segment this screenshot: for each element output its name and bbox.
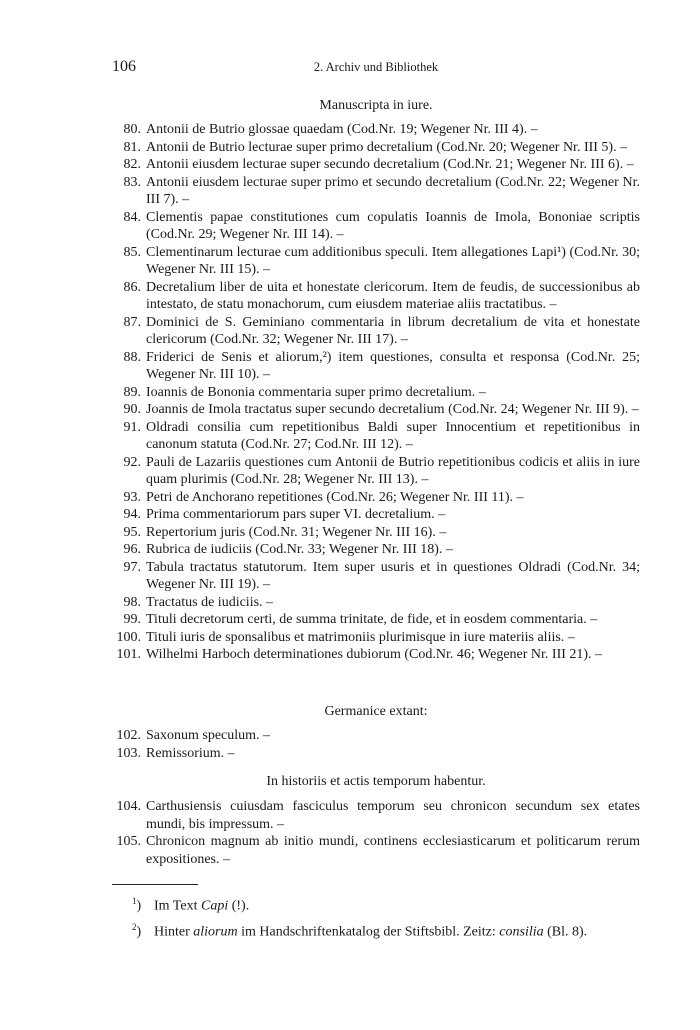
entry-text: Antonii de Butrio glossae quaedam (Cod.Nr. 19; Wegener Nr. III 4). – [146, 122, 538, 137]
entry-number: 98. [123, 594, 141, 610]
entry-number: 84. [123, 209, 141, 225]
entry-text: Remissorium. – [146, 745, 235, 761]
list-item [112, 121, 640, 139]
entry-number: 95. [123, 524, 141, 540]
entry-number: 85. [123, 244, 141, 260]
entry-text: Tituli iuris de sponsalibus et matrimoniis plurimisque in iure materiis aliis. – [146, 629, 575, 645]
entry-text: Ioannis de Bononia commentaria super primo decretalium. – [146, 384, 486, 400]
entry-number: 86. [123, 279, 141, 295]
list-item [112, 489, 640, 507]
entry-text: Repertorium juris (Cod.Nr. 31; Wegener Nr. III 16). – [146, 524, 447, 540]
footnote-rule [112, 884, 198, 885]
entry-number: 105. [116, 834, 141, 849]
running-title: 2. Archiv und Bibliothek [313, 60, 439, 74]
entry-number: 92. [123, 454, 141, 470]
list-item [112, 833, 640, 868]
entry-text: Dominici de S. Geminiano commentaria in librum decretalium de vita et honestate clericorum (Cod.Nr. 32; Wegener Nr. III 17). – [146, 314, 640, 347]
footnote-italic: consilia [499, 924, 544, 940]
entry-text: Friderici de Senis et aliorum,²) item questiones, consulta et responsa (Cod.Nr. 25; Wegener Nr. III 10). – [146, 349, 640, 382]
entry-number: 101. [116, 647, 141, 662]
entry-number: 90. [123, 402, 141, 417]
list-item [112, 349, 640, 384]
list-item [112, 209, 640, 244]
entry-number: 102. [116, 728, 141, 743]
entry-text: Saxonum speculum. – [146, 728, 271, 743]
entry-text: Clementis papae constitutiones cum copulatis Ioannis de Imola, Bononiae scriptis (Cod.Nr. 29; Wegener Nr. III 14). – [146, 209, 640, 242]
list-item [112, 646, 640, 664]
entry-number: 96. [123, 542, 141, 557]
footnote-italic: Capi [200, 898, 229, 914]
page-header [112, 58, 640, 80]
list-item [112, 506, 640, 524]
entry-list-manuscripta [112, 121, 640, 664]
footnote-text: Hinter [154, 924, 194, 940]
list-item [112, 745, 640, 763]
entry-number: 97. [123, 559, 141, 575]
list-item [112, 559, 640, 594]
list-item [112, 524, 640, 542]
list-item [112, 139, 640, 157]
entry-text: Antonii eiusdem lecturae super primo et secundo decretalium (Cod.Nr. 22; Wegener Nr. III 7). – [146, 174, 640, 207]
list-item [112, 454, 640, 489]
entry-text: Joannis de Imola tractatus super secundo decretalium (Cod.Nr. 24; Wegener Nr. III 9). – [146, 402, 639, 417]
list-item [112, 156, 640, 174]
list-item [112, 798, 640, 833]
list-item [112, 594, 640, 612]
footnotes [132, 891, 640, 942]
entry-number: 94. [123, 507, 141, 522]
footnote-1 [132, 891, 640, 917]
section-heading-historiis: In historiis et actis temporum habentur. [266, 774, 486, 789]
footnote-text: (!). [228, 898, 250, 914]
footnote-text: im Handschriftenkatalog der Stiftsbibl. Zeitz: [237, 924, 500, 940]
entry-number: 88. [123, 349, 141, 365]
list-item [112, 384, 640, 402]
entry-number: 99. [123, 612, 141, 627]
list-item [112, 401, 640, 419]
entry-text: Prima commentariorum pars super VI. decretalium. – [146, 507, 446, 522]
list-item [112, 174, 640, 209]
entry-text: Antonii de Butrio lecturae super primo decretalium (Cod.Nr. 20; Wegener Nr. III 5). – [146, 139, 628, 155]
entry-text: Petri de Anchorano repetitiones (Cod.Nr. 26; Wegener Nr. III 11). – [146, 489, 524, 505]
entry-text: Tabula tractatus statutorum. Item super usuris et in questiones Oldradi (Cod.Nr. 34; Wegener Nr. III 19). – [146, 559, 640, 592]
entry-text: Pauli de Lazariis questiones cum Antonii de Butrio repetitionibus codicis et aliis in iure quam plurimis (Cod.Nr. 28; Wegener Nr. III 13). – [146, 454, 640, 487]
entry-text: Oldradi consilia cum repetitionibus Baldi super Innocentium et repetitionibus in canonum statuta (Cod.Nr. 27; Cod.Nr. III 12). – [146, 419, 640, 452]
entry-number: 91. [123, 419, 141, 435]
list-item [112, 314, 640, 349]
page-number: 106 [112, 58, 136, 75]
footnote-italic: aliorum [193, 924, 238, 940]
list-item [112, 244, 640, 279]
list-item [112, 419, 640, 454]
list-item [112, 611, 640, 629]
list-item [112, 629, 640, 647]
entry-number: 89. [123, 384, 141, 400]
entry-list-historiis [112, 798, 640, 868]
entry-number: 82. [123, 157, 141, 172]
entry-number: 80. [123, 122, 141, 137]
entry-text: Clementinarum lecturae cum additionibus speculi. Item allegationes Lapi¹) (Cod.Nr. 30; Wegener Nr. III 15). – [146, 244, 640, 277]
footnote-text: (Bl. 8). [543, 924, 588, 940]
entry-number: 93. [123, 489, 141, 505]
list-item [112, 541, 640, 559]
section-heading-manuscripta: Manuscripta in iure. [319, 98, 433, 113]
entry-text: Rubrica de iudiciis (Cod.Nr. 33; Wegener Nr. III 18). – [146, 542, 453, 557]
entry-text: Wilhelmi Harboch determinationes dubiorum (Cod.Nr. 46; Wegener Nr. III 21). – [146, 647, 603, 662]
list-item [112, 279, 640, 314]
entry-number: 100. [116, 629, 141, 645]
entry-number: 81. [123, 139, 141, 155]
entry-text: Antonii eiusdem lecturae super secundo decretalium (Cod.Nr. 21; Wegener Nr. III 6). – [146, 157, 634, 172]
entry-number: 104. [116, 799, 141, 814]
entry-text: Decretalium liber de uita et honestate clericorum. Item de feudis, de successionibus ab intestato, de statu monachorum, cum eiusdem materiae aliis tractatibus. – [146, 279, 640, 312]
entry-text: Chronicon magnum ab initio mundi, continens ecclesiasticarum et politicarum rerum expositiones. – [146, 834, 640, 867]
list-item [112, 727, 640, 745]
footnote-mark: $^1$) [132, 896, 142, 914]
entry-text: Tituli decretorum certi, de summa trinitate, de fide, et in eosdem commentaria. – [146, 612, 598, 627]
entry-number: 83. [123, 174, 141, 190]
footnote-text: Im Text [154, 898, 201, 914]
entry-number: 87. [123, 314, 141, 330]
footnote-mark: $^2$) [132, 921, 142, 940]
footnote-2 [132, 917, 640, 943]
section-heading-germanice: Germanice extant: [324, 704, 428, 719]
entry-number: 103. [116, 745, 141, 761]
entry-text: Carthusiensis cuiusdam fasciculus temporum seu chronicon secundum sex etates mundi, bis impressum. – [146, 799, 640, 832]
entry-list-germanice [112, 727, 640, 762]
entry-text: Tractatus de iudiciis. – [146, 594, 274, 610]
